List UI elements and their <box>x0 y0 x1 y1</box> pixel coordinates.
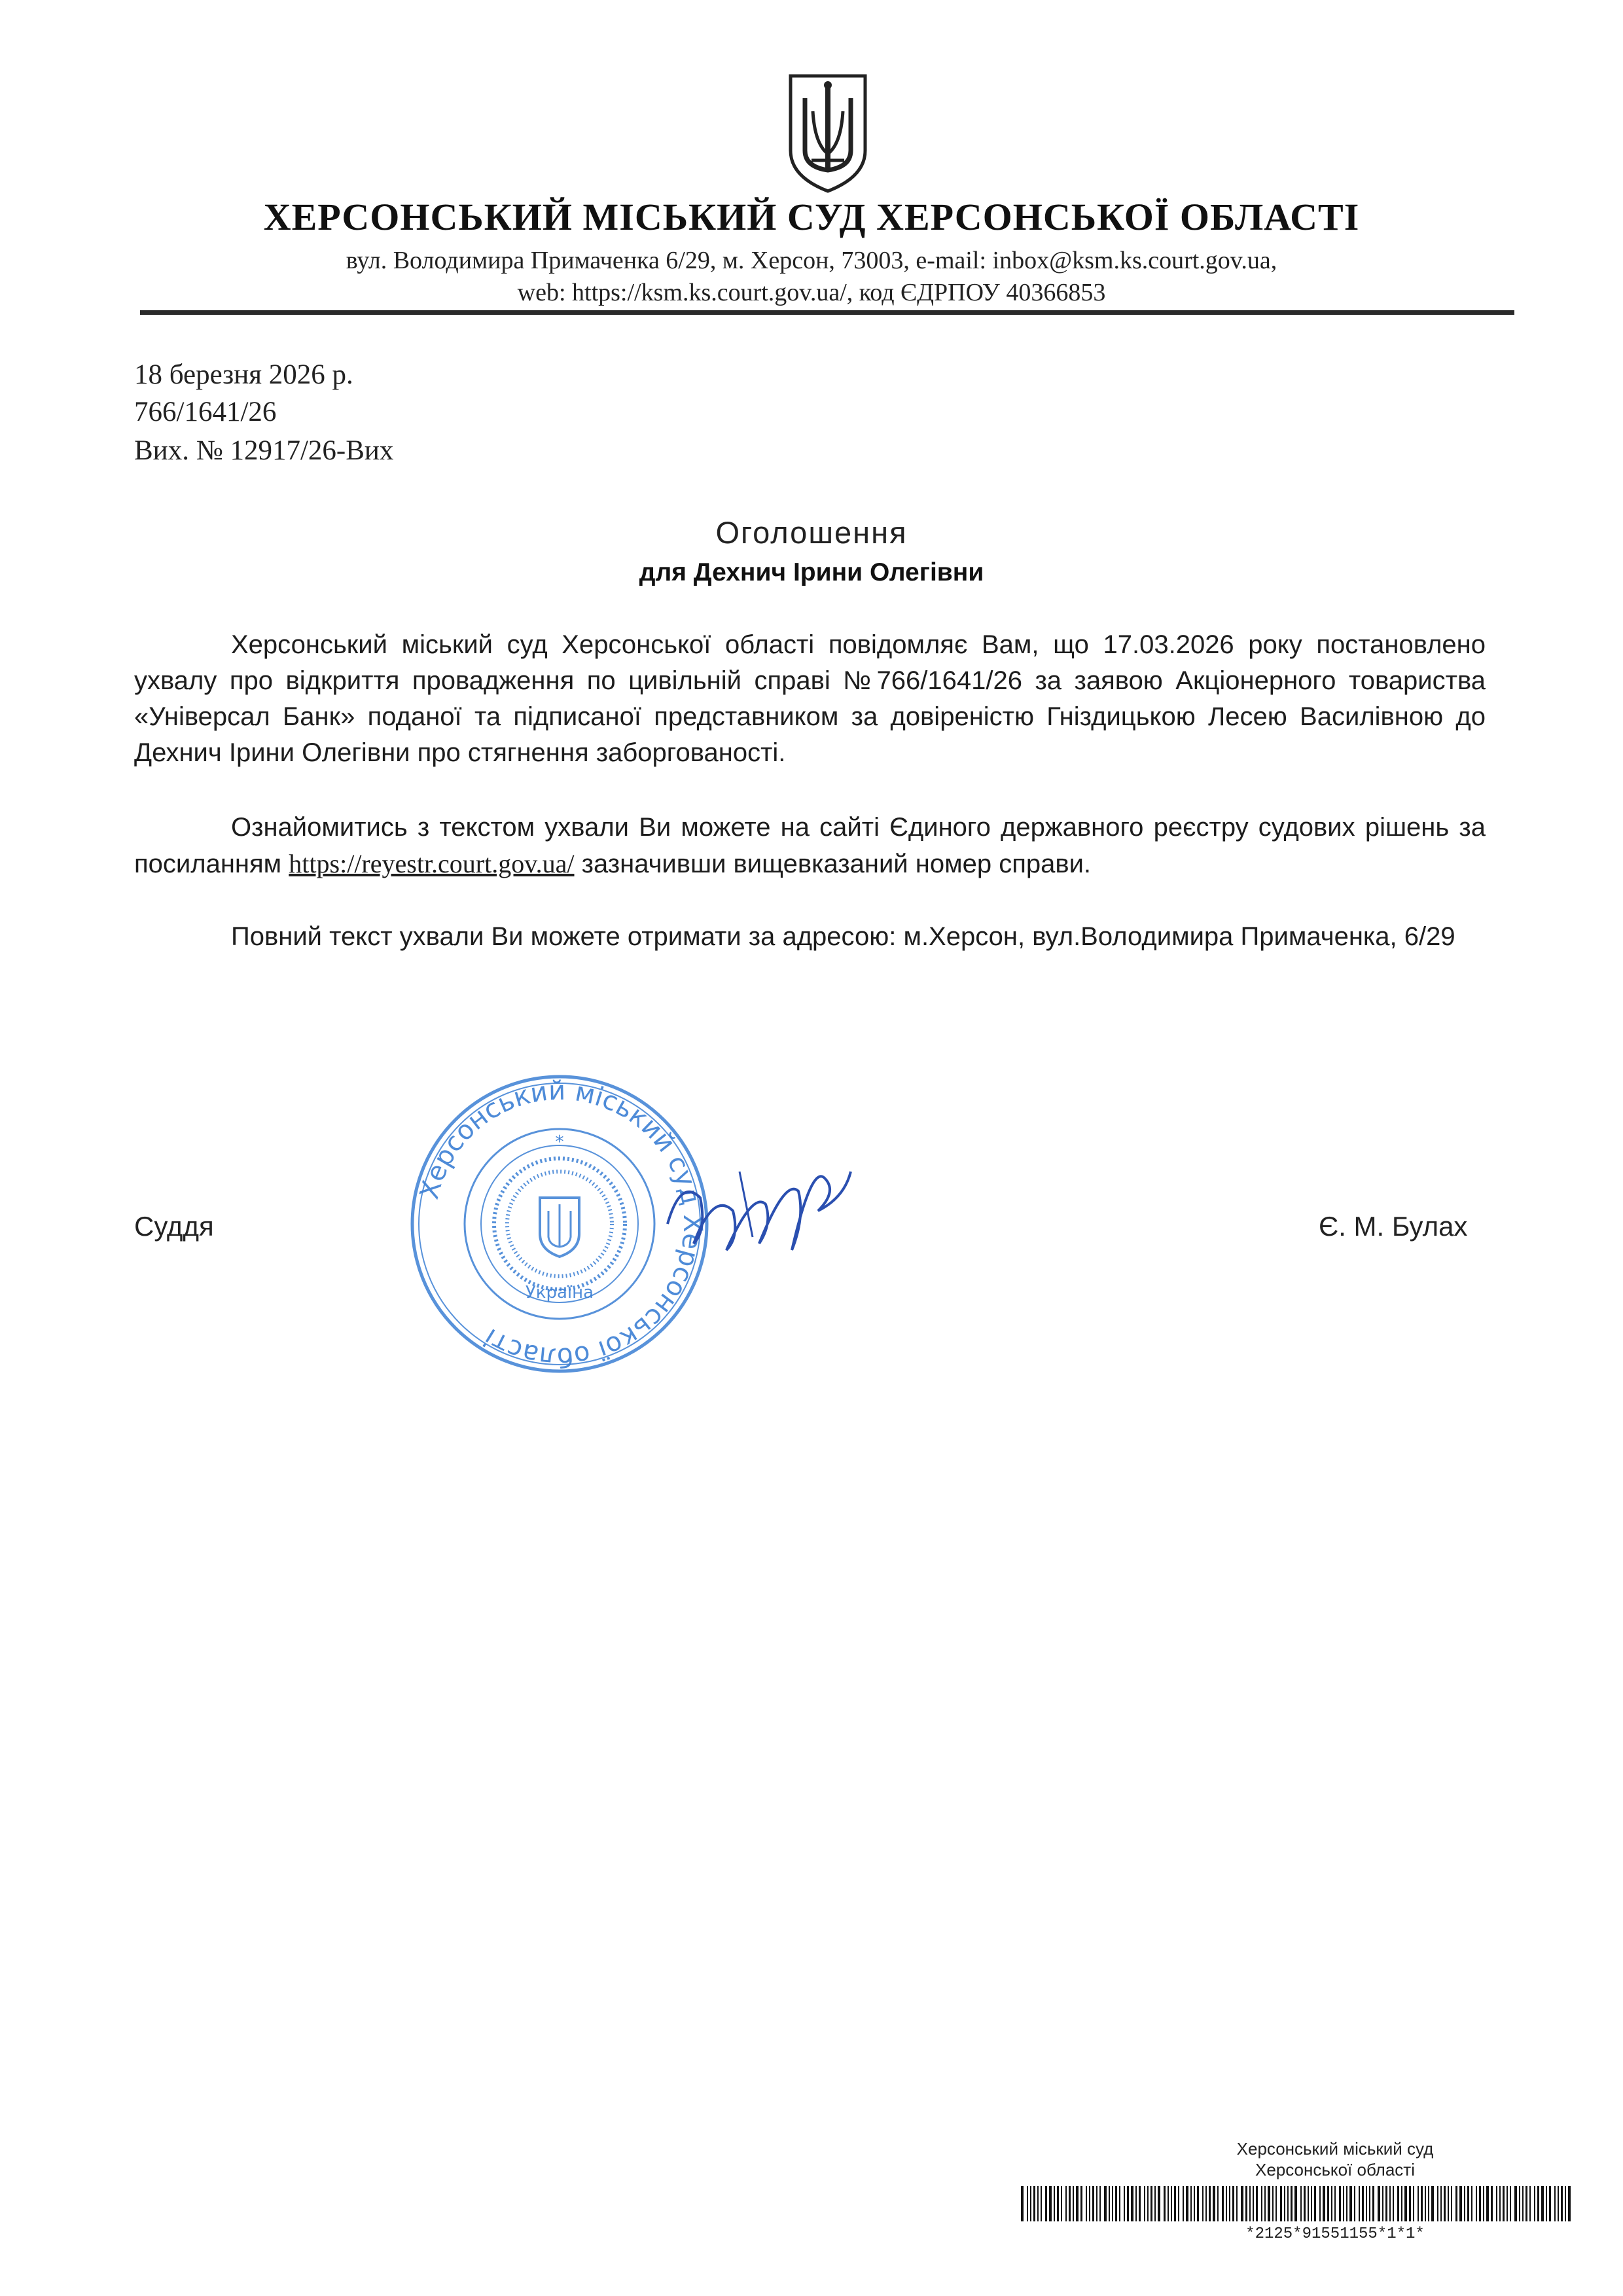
barcode-bar <box>1507 2186 1508 2221</box>
barcode-bar <box>1464 2186 1465 2221</box>
barcode-bar <box>1437 2186 1438 2221</box>
barcode-bar <box>1115 2186 1117 2221</box>
barcode <box>1021 2186 1571 2221</box>
barcode-bar <box>1346 2186 1347 2221</box>
barcode-bar <box>1099 2186 1101 2221</box>
svg-text:Україна: Україна <box>525 1283 594 1302</box>
barcode-bar <box>1308 2186 1309 2221</box>
barcode-bar <box>1197 2186 1199 2221</box>
barcode-bar <box>1119 2186 1120 2221</box>
barcode-bar <box>1076 2186 1079 2221</box>
barcode-bar <box>1471 2186 1472 2221</box>
barcode-bar <box>1558 2186 1559 2221</box>
barcode-bar <box>1491 2186 1493 2221</box>
barcode-bar <box>1061 2186 1062 2221</box>
barcode-bar <box>1291 2186 1293 2221</box>
barcode-bar <box>1217 2186 1219 2221</box>
barcode-bar <box>1401 2186 1402 2221</box>
barcode-bar <box>1496 2186 1497 2221</box>
barcode-bar <box>1440 2186 1442 2221</box>
barcode-bar <box>1561 2186 1563 2221</box>
barcode-bar <box>1104 2186 1107 2221</box>
barcode-bar <box>1168 2186 1169 2221</box>
barcode-bar <box>1467 2186 1469 2221</box>
barcode-bar <box>1421 2186 1423 2221</box>
barcode-bar <box>1213 2186 1215 2221</box>
barcode-bar <box>1229 2186 1230 2221</box>
barcode-bar <box>1144 2186 1145 2221</box>
barcode-bar <box>1253 2186 1254 2221</box>
barcode-bar <box>1534 2186 1535 2221</box>
paragraph-3-text: Повний текст ухвали Ви можете отримати за адресою: м.Херсон, вул.Володимира Примаченка, 6/29 <box>231 922 1455 951</box>
barcode-bar <box>1366 2186 1367 2221</box>
barcode-bar <box>1476 2186 1477 2221</box>
barcode-bar <box>1385 2186 1387 2221</box>
barcode-bar <box>1186 2186 1188 2221</box>
barcode-bar <box>1096 2186 1097 2221</box>
barcode-bar <box>1327 2186 1329 2221</box>
barcode-bar <box>1124 2186 1125 2221</box>
barcode-bar <box>1382 2186 1383 2221</box>
paragraph-1-text: Херсонський міський суд Херсонської області повідомляє Вам, що 17.03.2026 року постановлено ухвалу про відкриття провадження по цивільній справі №766/1641/26 за заявою Акціонерного товариства «Універсал Банк» поданої та підписаної представником за довіреністю Гніздицькою Лесею Василівною до Дехнич Ірини Олегівни про стягнення заборгованості. <box>134 630 1486 767</box>
barcode-bar <box>1256 2186 1258 2221</box>
barcode-bar <box>1529 2186 1531 2221</box>
barcode-bar <box>1135 2186 1137 2221</box>
barcode-bar <box>1425 2186 1426 2221</box>
barcode-bar <box>1444 2186 1446 2221</box>
barcode-bar <box>1069 2186 1071 2221</box>
barcode-bar <box>1241 2186 1243 2221</box>
barcode-bar <box>1041 2186 1042 2221</box>
barcode-bar <box>1314 2186 1316 2221</box>
barcode-bar <box>1541 2186 1544 2221</box>
barcode-bar <box>1428 2186 1429 2221</box>
barcode-bar <box>1236 2186 1238 2221</box>
barcode-bar <box>1147 2186 1149 2221</box>
barcode-bar <box>1049 2186 1052 2221</box>
barcode-bar <box>1045 2186 1047 2221</box>
case-number: 766/1641/26 <box>134 397 277 427</box>
barcode-bar <box>1127 2186 1129 2221</box>
barcode-bar <box>1397 2186 1399 2221</box>
barcode-bar <box>1057 2186 1059 2221</box>
barcode-bar <box>1537 2186 1539 2221</box>
barcode-bar <box>1284 2186 1285 2221</box>
court-web: web: https://ksm.ks.court.gov.ua/, код ЄДРПОУ 40366853 <box>517 279 1106 306</box>
barcode-bar <box>1205 2186 1207 2221</box>
svg-text:*: * <box>555 1132 564 1152</box>
barcode-bar <box>1109 2186 1110 2221</box>
barcode-bar <box>1418 2186 1419 2221</box>
barcode-bar <box>1334 2186 1336 2221</box>
barcode-bar <box>1431 2186 1434 2221</box>
notice-recipient: для Дехнич Ірини Олегівни <box>639 558 984 586</box>
barcode-bar <box>1131 2186 1133 2221</box>
barcode-bar <box>1174 2186 1176 2221</box>
notice-paragraph-2 <box>134 810 1486 882</box>
barcode-bar <box>1275 2186 1277 2221</box>
header-divider <box>140 310 1514 315</box>
barcode-bar <box>1369 2186 1370 2221</box>
barcode-bar <box>1183 2186 1184 2221</box>
barcode-bar <box>1139 2186 1141 2221</box>
registration-court-name: Херсонський міський суд <box>1236 2139 1434 2159</box>
barcode-bar <box>1522 2186 1524 2221</box>
barcode-bar <box>1546 2186 1547 2221</box>
barcode-bar <box>1158 2186 1160 2221</box>
barcode-number: *2125*91551155*1*1* <box>1245 2225 1425 2243</box>
barcode-bar <box>1549 2186 1551 2221</box>
barcode-bar <box>1349 2186 1352 2221</box>
court-address: вул. Володимира Примаченка 6/29, м. Херсон, 73003, e-mail: inbox@ksm.ks.court.gov.ua, <box>346 247 1277 274</box>
barcode-bar <box>1479 2186 1481 2221</box>
barcode-bar <box>1568 2186 1571 2221</box>
paragraph-2-text-after: зазначивши вищевказаний номер справи. <box>574 850 1092 878</box>
barcode-bar <box>1232 2186 1234 2221</box>
barcode-bar <box>1086 2186 1087 2221</box>
barcode-bar <box>1194 2186 1195 2221</box>
barcode-bar <box>1171 2186 1172 2221</box>
notice-title: Оголошення <box>715 515 908 550</box>
barcode-bar <box>1037 2186 1039 2221</box>
barcode-bar <box>1287 2186 1289 2221</box>
barcode-bar <box>1554 2186 1556 2221</box>
barcode-bar <box>1261 2186 1262 2221</box>
barcode-bar <box>1409 2186 1411 2221</box>
barcode-bar <box>1054 2186 1055 2221</box>
notice-paragraph-1 <box>134 627 1486 771</box>
paragraph-2-text-before: Ознайомитись з текстом ухвали Ви можете на сайті Єдиного державного реєстру судових рішень за посиланням <box>134 813 1486 878</box>
registration-court-region: Херсонської області <box>1255 2160 1415 2179</box>
barcode-bar <box>1483 2186 1484 2221</box>
barcode-bar <box>1021 2186 1024 2221</box>
barcode-bar <box>1459 2186 1462 2221</box>
barcode-bar <box>1164 2186 1166 2221</box>
barcode-bar <box>1073 2186 1074 2221</box>
barcode-bar <box>1514 2186 1517 2221</box>
barcode-bar <box>1323 2186 1325 2221</box>
barcode-bar <box>1080 2186 1082 2221</box>
barcode-bar <box>1565 2186 1566 2221</box>
handwritten-signature <box>661 1152 857 1270</box>
barcode-bar <box>1378 2186 1380 2221</box>
barcode-bar <box>1249 2186 1251 2221</box>
barcode-bar <box>1272 2186 1274 2221</box>
barcode-bar <box>1092 2186 1094 2221</box>
barcode-bar <box>1209 2186 1211 2221</box>
barcode-bar <box>1226 2186 1227 2221</box>
svg-text:Херсонський міський суд Херсон: Херсонський міський суд Херсонської області <box>414 1075 708 1372</box>
barcode-bar <box>1525 2186 1527 2221</box>
barcode-bar <box>1389 2186 1391 2221</box>
barcode-bar <box>1089 2186 1090 2221</box>
barcode-bar <box>1304 2186 1306 2221</box>
barcode-bar <box>1319 2186 1321 2221</box>
signature-name: Є. М. Булах <box>1319 1211 1468 1242</box>
signature-role: Суддя <box>134 1211 214 1242</box>
barcode-bar <box>1268 2186 1270 2221</box>
coat-of-arms-icon <box>785 72 870 194</box>
barcode-bar <box>1202 2186 1204 2221</box>
barcode-bar <box>1372 2186 1374 2221</box>
document-date: 18 березня 2026 р. <box>134 359 353 390</box>
barcode-bar <box>1362 2186 1364 2221</box>
barcode-bar <box>1503 2186 1505 2221</box>
barcode-bar <box>1359 2186 1360 2221</box>
barcode-bar <box>1065 2186 1067 2221</box>
barcode-bar <box>1404 2186 1407 2221</box>
barcode-bar <box>1413 2186 1414 2221</box>
notice-paragraph-3 <box>134 919 1486 955</box>
barcode-bar <box>1510 2186 1511 2221</box>
barcode-bar <box>1033 2186 1035 2221</box>
barcode-bar <box>1112 2186 1113 2221</box>
barcode-bar <box>1264 2186 1266 2221</box>
court-name: ХЕРСОНСЬКИЙ МІСЬКИЙ СУД ХЕРСОНСЬКОЇ ОБЛАСТІ <box>263 196 1360 238</box>
outgoing-number: Вих. № 12917/26-Вих <box>134 435 394 466</box>
barcode-bar <box>1030 2186 1031 2221</box>
barcode-bar <box>1339 2186 1341 2221</box>
barcode-bar <box>1331 2186 1332 2221</box>
barcode-bar <box>1499 2186 1501 2221</box>
barcode-bar <box>1393 2186 1394 2221</box>
barcode-bar <box>1280 2186 1282 2221</box>
barcode-bar <box>1150 2186 1152 2221</box>
barcode-bar <box>1455 2186 1457 2221</box>
barcode-bar <box>1519 2186 1520 2221</box>
barcode-bar <box>1178 2186 1179 2221</box>
barcode-bar <box>1311 2186 1312 2221</box>
barcode-bar <box>1300 2186 1302 2221</box>
barcode-bar <box>1343 2186 1344 2221</box>
registry-link[interactable]: https://reyestr.court.gov.ua/ <box>289 849 575 878</box>
barcode-bar <box>1027 2186 1028 2221</box>
barcode-bar <box>1451 2186 1452 2221</box>
barcode-bar <box>1354 2186 1355 2221</box>
barcode-bar <box>1245 2186 1247 2221</box>
barcode-bar <box>1486 2186 1489 2221</box>
barcode-bar <box>1222 2186 1224 2221</box>
barcode-bar <box>1448 2186 1449 2221</box>
barcode-bar <box>1294 2186 1297 2221</box>
barcode-bar <box>1190 2186 1192 2221</box>
barcode-bar <box>1154 2186 1156 2221</box>
